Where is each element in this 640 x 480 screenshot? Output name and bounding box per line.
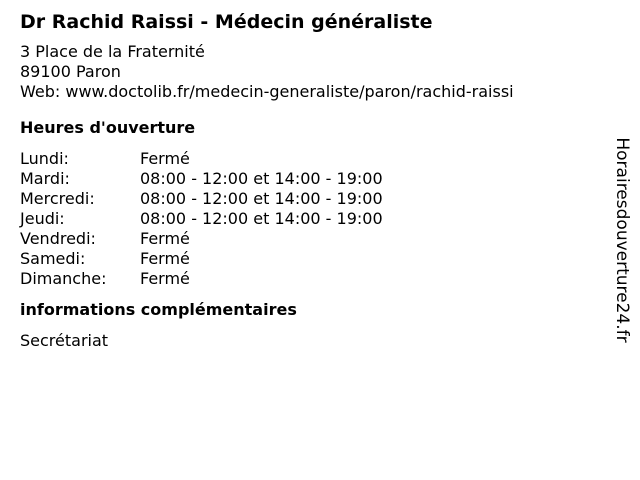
hours-value: Fermé	[140, 269, 190, 288]
hours-row-wednesday	[20, 189, 600, 209]
hours-row-thursday	[20, 209, 600, 229]
hours-row-tuesday	[20, 169, 600, 189]
hours-row-sunday	[20, 269, 600, 289]
hours-row-friday	[20, 229, 600, 249]
hours-row-saturday	[20, 249, 600, 269]
day-label: Jeudi:	[20, 209, 65, 228]
address-street: 3 Place de la Fraternité	[20, 42, 205, 61]
hours-value: 08:00 - 12:00 et 14:00 - 19:00	[140, 189, 383, 208]
address-block	[20, 42, 600, 102]
hours-row-monday	[20, 149, 600, 169]
hours-value: 08:00 - 12:00 et 14:00 - 19:00	[140, 169, 383, 188]
hours-value: 08:00 - 12:00 et 14:00 - 19:00	[140, 209, 383, 228]
hours-value: Fermé	[140, 229, 190, 248]
day-label: Lundi:	[20, 149, 69, 168]
address-city: 89100 Paron	[20, 62, 121, 81]
website-line: Web: www.doctolib.fr/medecin-generaliste/paron/rachid-raissi	[20, 82, 514, 101]
additional-info-text: Secrétariat	[20, 331, 109, 350]
opening-hours-list	[20, 149, 600, 289]
hours-value: Fermé	[140, 149, 190, 168]
day-label: Mercredi:	[20, 189, 95, 208]
opening-hours-title: Heures d'ouverture	[20, 118, 196, 137]
day-label: Vendredi:	[20, 229, 96, 248]
day-label: Mardi:	[20, 169, 70, 188]
day-label: Samedi:	[20, 249, 86, 268]
hours-value: Fermé	[140, 249, 190, 268]
business-card	[20, 8, 600, 351]
site-watermark: Horairesdouverture24.fr	[612, 137, 632, 343]
additional-info-title: informations complémentaires	[20, 300, 297, 319]
day-label: Dimanche:	[20, 269, 107, 288]
business-name: Dr Rachid Raissi - Médecin généraliste	[20, 11, 433, 33]
